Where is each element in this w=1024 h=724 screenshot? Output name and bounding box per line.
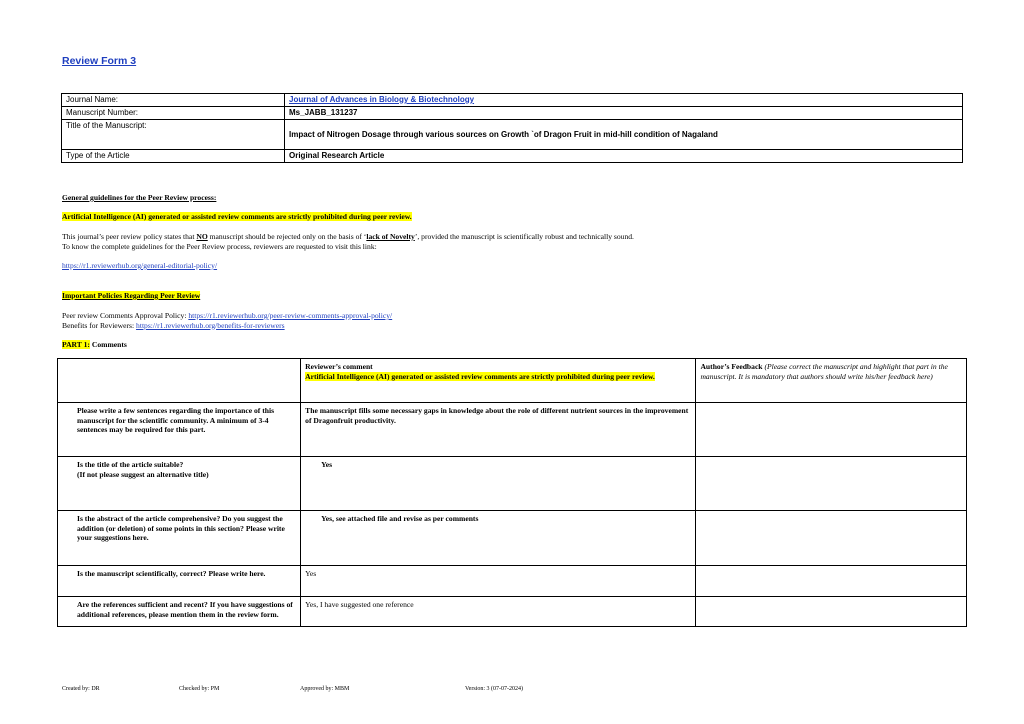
table-row xyxy=(58,566,967,597)
reviewer-comment-cell: Yes xyxy=(301,457,696,511)
benefits-link[interactable]: https://r1.reviewerhub.org/benefits-for-reviewers xyxy=(136,320,285,330)
table-row xyxy=(58,597,967,627)
policies-heading: Important Policies Regarding Peer Review xyxy=(62,291,201,300)
title-label: Title of the Manuscript: xyxy=(62,120,285,150)
title-row xyxy=(62,120,963,150)
part1-heading: PART 1: Comments xyxy=(62,340,127,349)
footer-approved: Approved by: MBM xyxy=(300,686,350,692)
footer-version: Version: 3 (07-07-2024) xyxy=(465,686,523,692)
question-cell: Is the manuscript scientifically, correct? Please write here. xyxy=(58,566,301,597)
table-row xyxy=(58,457,967,511)
reviewer-ai-warning: Artificial Intelligence (AI) generated or assisted review comments are strictly prohibited during peer review. xyxy=(305,371,655,381)
article-type-row xyxy=(62,150,963,163)
journal-row xyxy=(62,94,963,107)
general-editorial-policy-link[interactable]: https://r1.reviewerhub.org/general-editorial-policy/ xyxy=(62,261,218,270)
benefits-line: Benefits for Reviewers: https://r1.reviewerhub.org/benefits-for-reviewers xyxy=(62,320,285,330)
question-cell: Are the references sufficient and recent? If you have suggestions of additional references, please mention them in the review form. xyxy=(58,597,301,627)
author-feedback-header: Author’s Feedback (Please correct the manuscript and highlight that part in the manuscript. It is mandatory that authors should write his/her feedback here) xyxy=(696,359,967,403)
author-feedback-cell[interactable] xyxy=(696,457,967,511)
reviewer-comment-cell: Yes xyxy=(301,566,696,597)
question-cell: Is the title of the article suitable? (If not please suggest an alternative title) xyxy=(58,457,301,511)
article-type-value: Original Research Article xyxy=(285,150,963,163)
reviewer-comment-cell: The manuscript fills some necessary gaps in knowledge about the role of different nutrient sources in the improvement of Dragonfruit productivity. xyxy=(301,403,696,457)
ai-warning: Artificial Intelligence (AI) generated or assisted review comments are strictly prohibited during peer review. xyxy=(62,212,412,221)
manuscript-number-row xyxy=(62,107,963,120)
policy-statement: This journal’s peer review policy states that NO manuscript should be rejected only on the basis of ‘lack of Novelty’, provided the manuscript is scientifically robust and technically sound. xyxy=(62,232,634,241)
guidelines-heading: General guidelines for the Peer Review process: xyxy=(62,193,217,202)
empty-header-cell xyxy=(58,359,301,403)
article-type-label: Type of the Article xyxy=(62,150,285,163)
reviewer-comment-cell: Yes, I have suggested one reference xyxy=(301,597,696,627)
table-row xyxy=(58,511,967,566)
question-cell: Is the abstract of the article comprehensive? Do you suggest the addition (or deletion) of some points in this section? Please write your suggestions here. xyxy=(58,511,301,566)
form-title: Review Form 3 xyxy=(62,55,137,67)
footer-checked: Checked by: PM xyxy=(179,686,220,692)
author-feedback-cell[interactable] xyxy=(696,511,967,566)
author-feedback-cell[interactable] xyxy=(696,597,967,627)
reviewer-comment-cell: Yes, see attached file and revise as per comments xyxy=(301,511,696,566)
comments-table xyxy=(57,358,967,627)
comments-header-row xyxy=(58,359,967,403)
reviewer-comment-header: Reviewer’s comment Artificial Intelligence (AI) generated or assisted review comments are strictly prohibited during peer review. xyxy=(301,359,696,403)
approval-policy-line: Peer review Comments Approval Policy: https://r1.reviewerhub.org/peer-review-comments-approval-policy/ xyxy=(62,311,393,320)
manuscript-number-label: Manuscript Number: xyxy=(62,107,285,120)
footer-created: Created by: DR xyxy=(62,686,100,692)
manuscript-info-table xyxy=(61,93,963,163)
guidelines-know-more: To know the complete guidelines for the Peer Review process, reviewers are requested to visit this link: xyxy=(62,241,377,251)
question-cell: Please write a few sentences regarding the importance of this manuscript for the scientific community. A minimum of 3-4 sentences may be required for this part. xyxy=(58,403,301,457)
title-value: Impact of Nitrogen Dosage through various sources on Growth `of Dragon Fruit in mid-hill condition of Nagaland xyxy=(285,120,963,150)
author-feedback-cell[interactable] xyxy=(696,566,967,597)
author-feedback-cell[interactable] xyxy=(696,403,967,457)
journal-name-link[interactable]: Journal of Advances in Biology & Biotechnology xyxy=(289,95,475,104)
table-row xyxy=(58,403,967,457)
journal-label: Journal Name: xyxy=(62,94,285,107)
approval-policy-link[interactable]: https://r1.reviewerhub.org/peer-review-comments-approval-policy/ xyxy=(188,311,393,320)
manuscript-number-value: Ms_JABB_131237 xyxy=(285,107,963,120)
